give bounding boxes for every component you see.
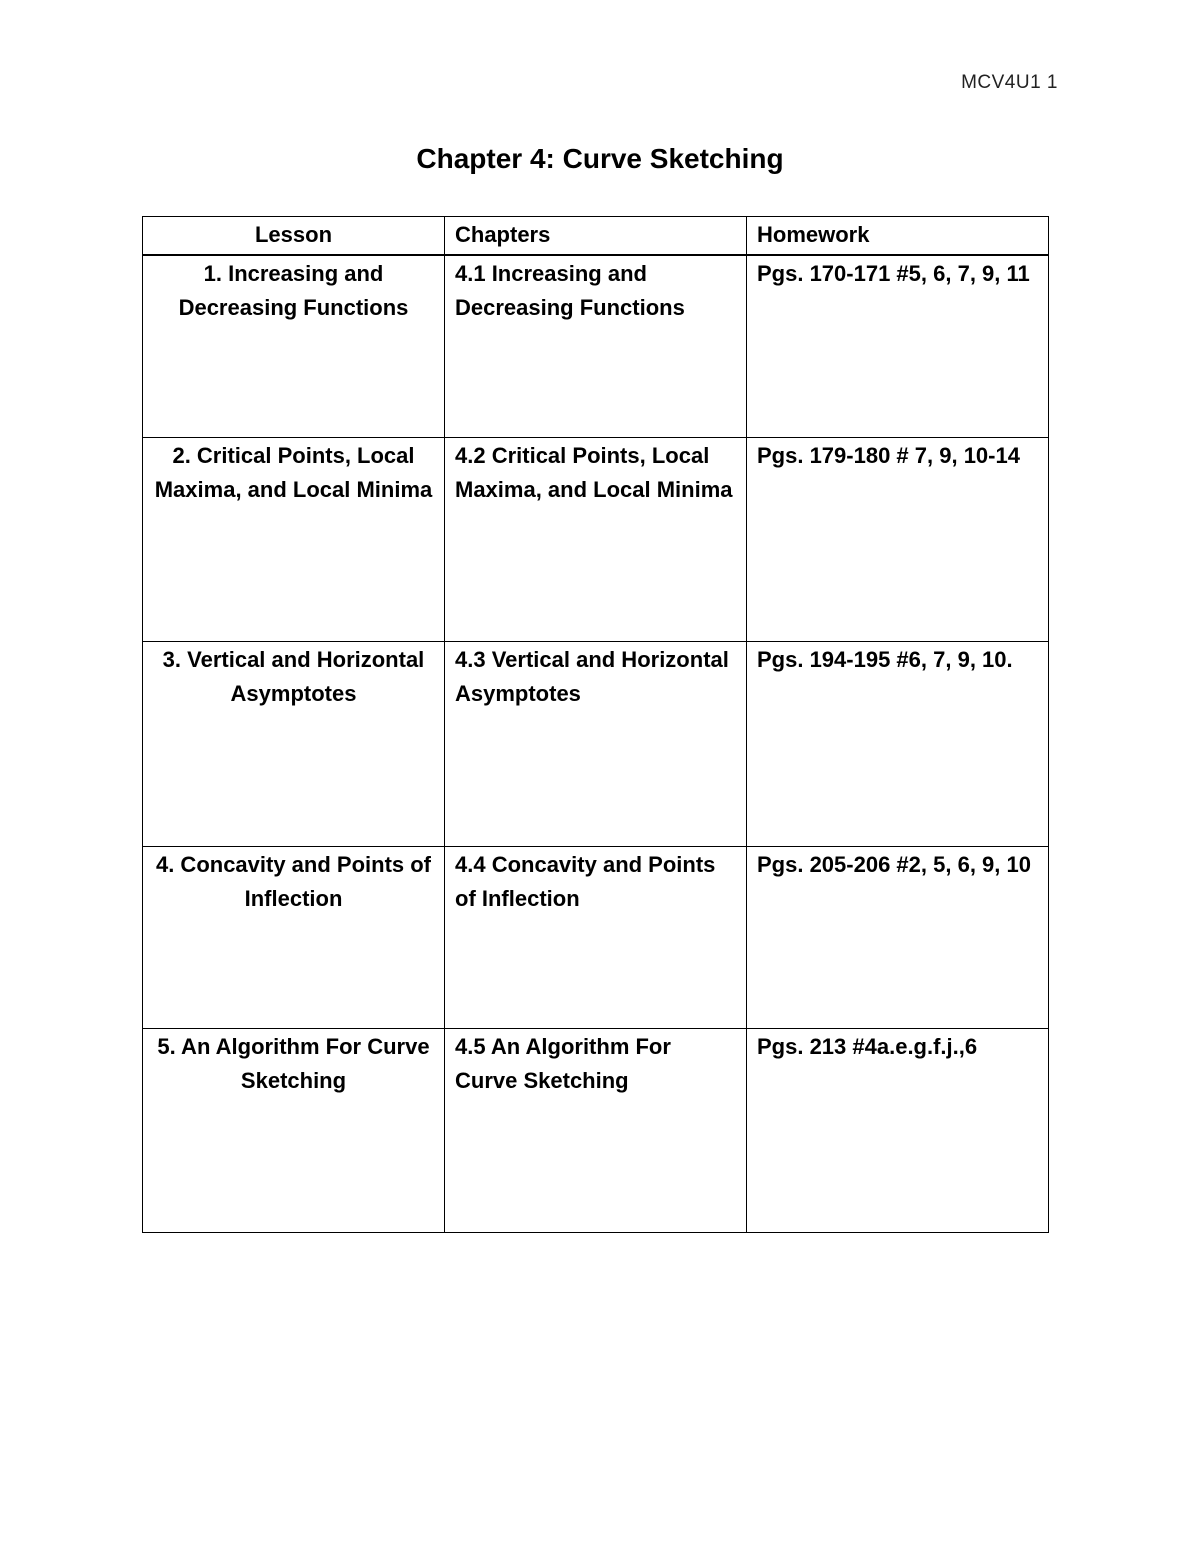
- page-header-course-code: MCV4U1 1: [961, 72, 1058, 93]
- chapter-cell: 4.4 Concavity and Points of Inflection: [445, 847, 747, 1029]
- chapter-cell: 4.2 Critical Points, Local Maxima, and Local Minima: [445, 438, 747, 642]
- homework-cell: Pgs. 194-195 #6, 7, 9, 10.: [747, 642, 1049, 847]
- column-header-lesson: Lesson: [143, 217, 445, 256]
- table-row: [143, 847, 1049, 1029]
- lesson-cell: 3. Vertical and Horizontal Asymptotes: [143, 642, 445, 847]
- chapter-cell: 4.5 An Algorithm For Curve Sketching: [445, 1029, 747, 1233]
- homework-table: [142, 216, 1049, 1233]
- lesson-cell: 1. Increasing and Decreasing Functions: [143, 255, 445, 438]
- homework-cell: Pgs. 205-206 #2, 5, 6, 9, 10: [747, 847, 1049, 1029]
- table-row: [143, 255, 1049, 438]
- page-title: Chapter 4: Curve Sketching: [416, 143, 784, 174]
- chapter-cell: 4.1 Increasing and Decreasing Functions: [445, 255, 747, 438]
- homework-cell: Pgs. 213 #4a.e.g.f.j.,6: [747, 1029, 1049, 1233]
- lesson-cell: 4. Concavity and Points of Inflection: [143, 847, 445, 1029]
- chapter-cell: 4.3 Vertical and Horizontal Asymptotes: [445, 642, 747, 847]
- table-header-row: [143, 217, 1049, 256]
- homework-cell: Pgs. 179-180 # 7, 9, 10-14: [747, 438, 1049, 642]
- column-header-homework: Homework: [747, 217, 1049, 256]
- table-row: [143, 642, 1049, 847]
- table-row: [143, 438, 1049, 642]
- table-row: [143, 1029, 1049, 1233]
- column-header-chapters: Chapters: [445, 217, 747, 256]
- homework-cell: Pgs. 170-171 #5, 6, 7, 9, 11: [747, 255, 1049, 438]
- lesson-cell: 5. An Algorithm For Curve Sketching: [143, 1029, 445, 1233]
- lesson-cell: 2. Critical Points, Local Maxima, and Local Minima: [143, 438, 445, 642]
